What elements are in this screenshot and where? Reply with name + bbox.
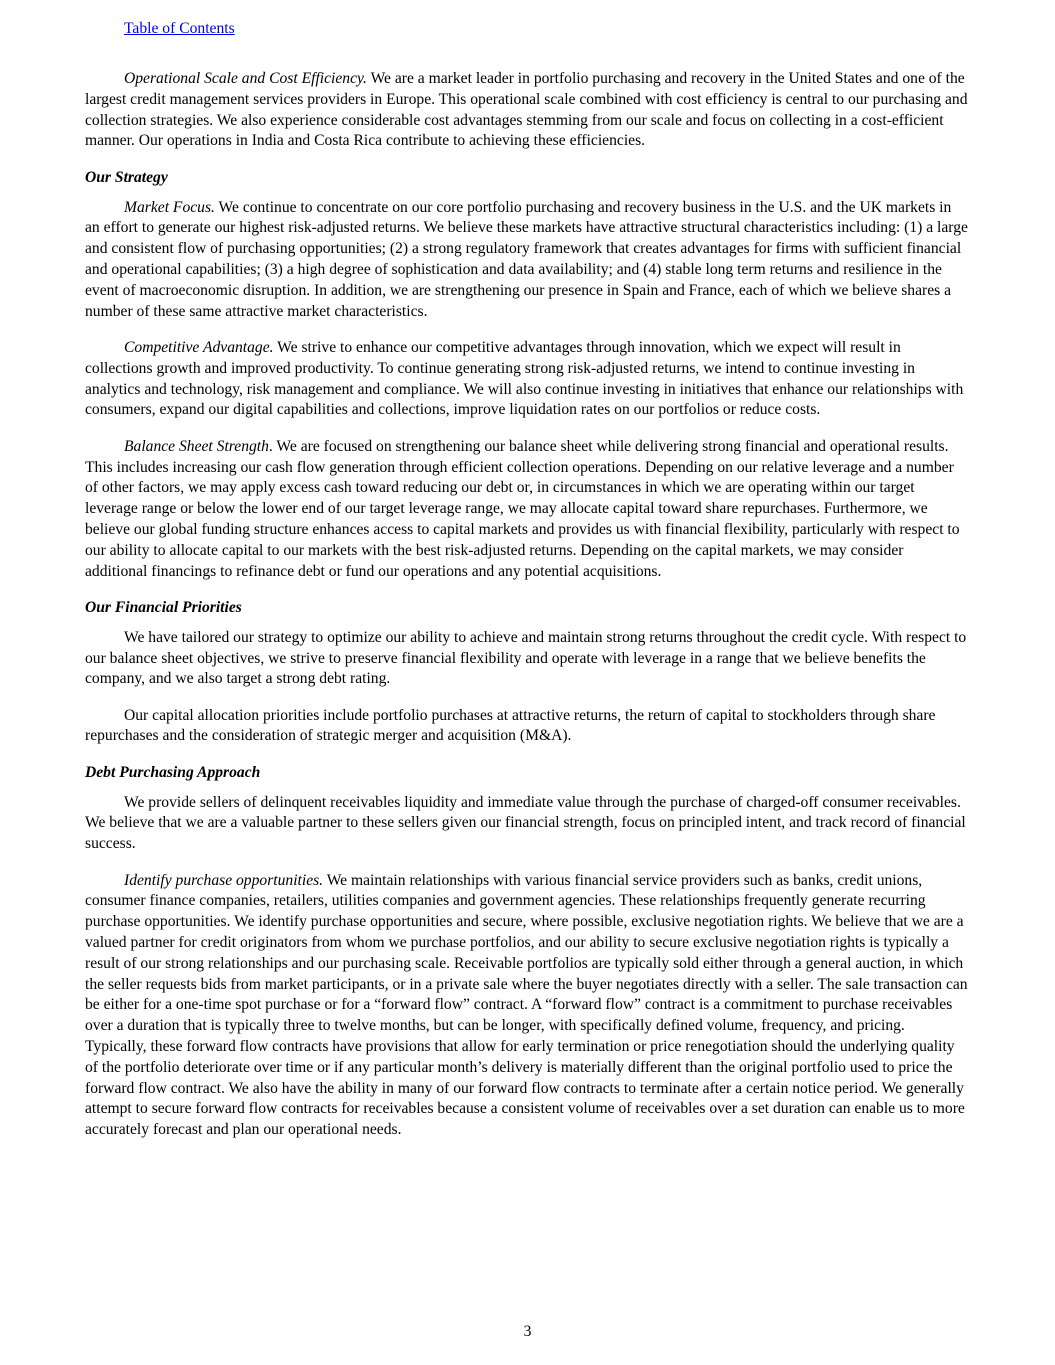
table-of-contents-link[interactable]: Table of Contents xyxy=(124,20,235,37)
our-strategy-heading: Our Strategy xyxy=(85,168,168,186)
market-focus-lead: Market Focus. xyxy=(124,198,215,216)
identify-opportunities-text: We maintain relationships with various financial service providers such as banks, credit unions, consumer finance companies, retailers, utilities companies and government agencies. These relationships frequently generate recurring purchase opportunities. We identify purchase opportunities and secure, where possible, exclusive negotiation rights. We believe that we are a valued partner for credit originators from whom we purchase portfolios, and our ability to secure exclusive negotiation rights is typically a result of our strong relationships and our purchasing scale. Receivable portfolios are typically sold either through a general auction, in which the seller requests bids from market participants, or in a private sale where the buyer negotiates directly with a seller. The sale transaction can be either for a one-time spot purchase or for a “forward flow” contract. A “forward flow” contract is a commitment to purchase receivables over a duration that is typically three to twelve months, but can be longer, with specifically defined volume, frequency, and pricing. Typically, these forward flow contracts have provisions that allow for early termination or price renegotiation should the underlying quality of the portfolio deteriorate over time or if any particular month’s delivery is materially different than the original portfolio used to price the forward flow contract. We also have the ability in many of our forward flow contracts to terminate after a certain notice period. We generally attempt to secure forward flow contracts for receivables because a consistent volume of receivables over a set duration can enable us to more accurately forecast and plan our operational needs. xyxy=(85,871,968,1139)
competitive-advantage-paragraph xyxy=(85,338,969,421)
operational-scale-paragraph xyxy=(85,69,969,152)
balance-sheet-text: . We are focused on strengthening our balance sheet while delivering strong financial and operational results. This includes increasing our cash flow generation through efficient collection operations. Depending on our relative leverage and a number of other factors, we may apply excess cash toward reducing our debt or, in circumstances in which we are operating within our target leverage range or below the lower end of our target leverage range, we may allocate capital toward share repurchases. Furthermore, we believe our global funding structure enhances access to capital markets and provides us with financial flexibility, particularly with respect to our ability to allocate capital to our markets with the best risk-adjusted returns. Depending on the capital markets, we may consider additional financings to refinance debt or fund our operations and any potential acquisitions. xyxy=(85,437,960,580)
financial-priorities-paragraph-1: We have tailored our strategy to optimize our ability to achieve and maintain strong returns throughout the credit cycle. With respect to our balance sheet objectives, we strive to preserve financial flexibility and operate with leverage in a range that we believe benefits the company, and we also target a strong debt rating. xyxy=(85,628,967,688)
financial-priorities-heading: Our Financial Priorities xyxy=(85,598,242,616)
competitive-advantage-text: We strive to enhance our competitive advantages through innovation, which we expect will result in collections growth and improved productivity. To continue generating strong risk-adjusted returns, we intend to continue investing in analytics and technology, risk management and compliance. We will also continue investing in initiatives that enhance our relationships with consumers, expand our digital capabilities and collections, improve liquidation rates on our portfolios or reduce costs. xyxy=(85,338,964,419)
identify-opportunities-lead: Identify purchase opportunities. xyxy=(124,871,324,889)
operational-scale-lead: Operational Scale and Cost Efficiency. xyxy=(124,70,367,87)
market-focus-text: We continue to concentrate on our core portfolio purchasing and recovery business in the U.S. and the UK markets in an effort to generate our highest risk-adjusted returns. We believe these markets have attractive structural characteristics including: (1) a large and consistent flow of purchasing opportunities; (2) a strong regulatory framework that creates advantages for firms with sufficient financial and operational capabilities; (3) a high degree of sophistication and data availability; and (4) stable long term returns and resilience in the event of macroeconomic disruption. In addition, we are strengthening our presence in Spain and France, each of which we believe shares a number of these same attractive market characteristics. xyxy=(85,198,968,320)
document-body xyxy=(85,69,969,1157)
operational-scale-text: We are a market leader in portfolio purchasing and recovery in the United States and one of the largest credit management services providers in Europe. This operational scale combined with cost efficiency is central to our purchasing and collection strategies. We also experience considerable cost advantages stemming from our scale and focus on collecting in a cost-efficient manner. Our operations in India and Costa Rica contribute to achieving these efficiencies. xyxy=(85,70,968,150)
competitive-advantage-lead: Competitive Advantage. xyxy=(124,338,274,356)
financial-priorities-paragraph-2: Our capital allocation priorities include portfolio purchases at attractive returns, the return of capital to stockholders through share repurchases and the consideration of strategic merger and acquisition (M&A). xyxy=(85,706,936,745)
identify-opportunities-paragraph xyxy=(85,871,969,1141)
page-number: 3 xyxy=(523,1323,532,1340)
market-focus-paragraph xyxy=(85,198,969,323)
debt-purchasing-heading: Debt Purchasing Approach xyxy=(85,763,261,781)
balance-sheet-paragraph xyxy=(85,437,969,583)
balance-sheet-lead: Balance Sheet Strength xyxy=(124,437,269,455)
debt-purchasing-paragraph-1: We provide sellers of delinquent receivables liquidity and immediate value through the purchase of charged-off consumer receivables. We believe that we are a valuable partner to these sellers given our financial strength, focus on principled intent, and track record of financial success. xyxy=(85,793,966,853)
